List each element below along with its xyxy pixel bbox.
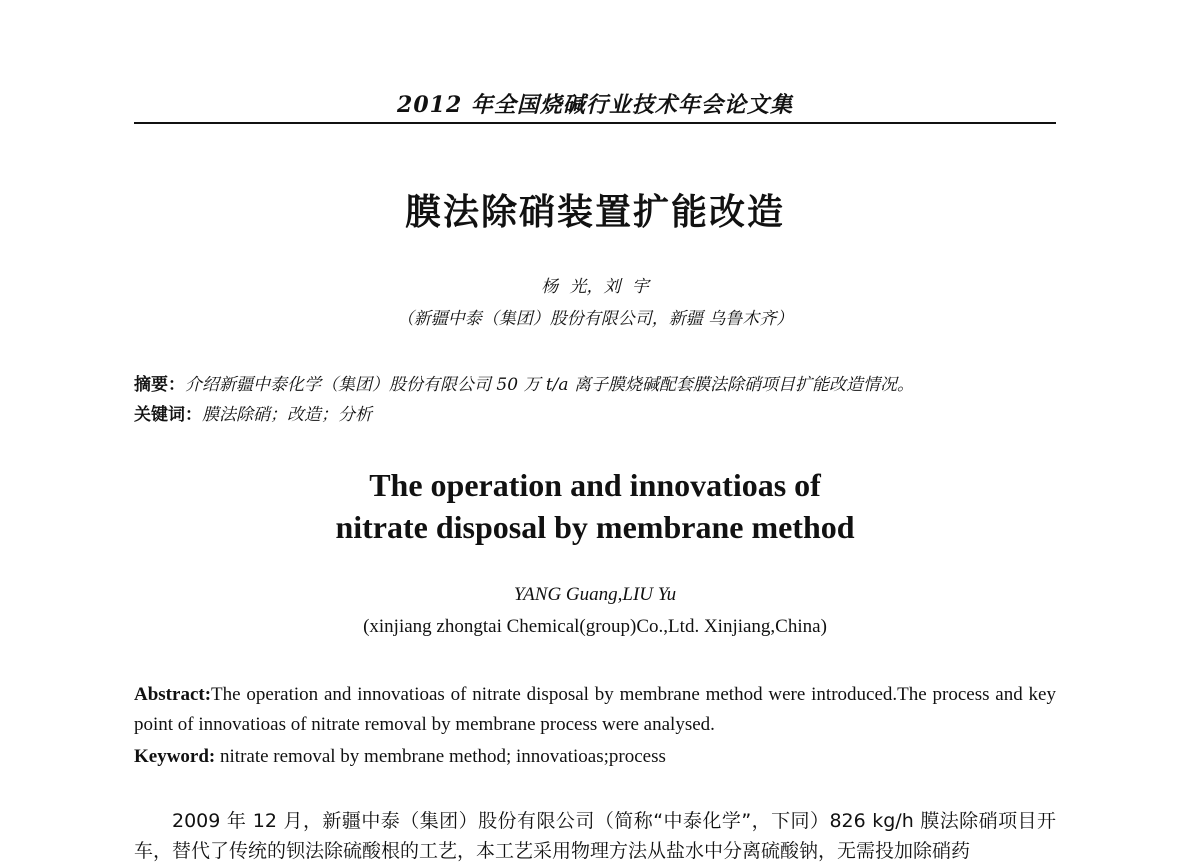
paper-title-en <box>134 464 1056 548</box>
authors-en: YANG Guang,LIU Yu <box>513 584 677 605</box>
keywords-en <box>134 742 1056 772</box>
keywords-en-text: nitrate removal by membrane method; innovatioas;process <box>215 746 666 767</box>
abstract-cn-text: 介绍新疆中泰化学（集团）股份有限公司 50 万 t/a 离子膜烧碱配套膜法除硝项目扩能改造情况。 <box>185 375 914 395</box>
abstract-en-text: The operation and innovatioas of nitrate disposal by membrane method were introduced.The process and key point of innovatioas of nitrate removal by membrane process were analysed. <box>134 684 1056 735</box>
abstract-en <box>134 680 1056 740</box>
keywords-cn-label: 关键词： <box>134 405 202 425</box>
running-header: 2012 年全国烧碱行业技术年会论文集 <box>397 92 793 118</box>
keywords-cn <box>134 400 1056 425</box>
paper-title-en-line1: The operation and innovatioas of <box>369 467 821 503</box>
abstract-en-label: Abstract: <box>134 684 212 705</box>
authors-cn: 杨 光，刘 宇 <box>541 277 649 297</box>
body-paragraph: 2009 年 12 月，新疆中泰（集团）股份有限公司（简称“中泰化学”，下同）826 kg/h 膜法除硝项目开车，替代了传统的钡法除硫酸根的工艺，本工艺采用物理方法从盐水中分离硫酸钠，无需投加除硝药 <box>134 810 1056 862</box>
affiliation-cn: （新疆中泰（集团）股份有限公司，新疆 乌鲁木齐） <box>396 309 794 329</box>
affiliation-en: (xinjiang zhongtai Chemical(group)Co.,Ltd. Xinjiang,China) <box>363 616 827 637</box>
paper-title-cn: 膜法除硝装置扩能改造 <box>404 192 785 233</box>
header-rule <box>134 122 1056 124</box>
abstract-cn <box>134 370 1056 395</box>
keywords-en-label: Keyword: <box>134 746 216 767</box>
keywords-cn-text: 膜法除硝；改造；分析 <box>202 405 372 425</box>
paper-title-en-line2: nitrate disposal by membrane method <box>335 509 855 545</box>
abstract-cn-label: 摘要： <box>134 375 185 395</box>
